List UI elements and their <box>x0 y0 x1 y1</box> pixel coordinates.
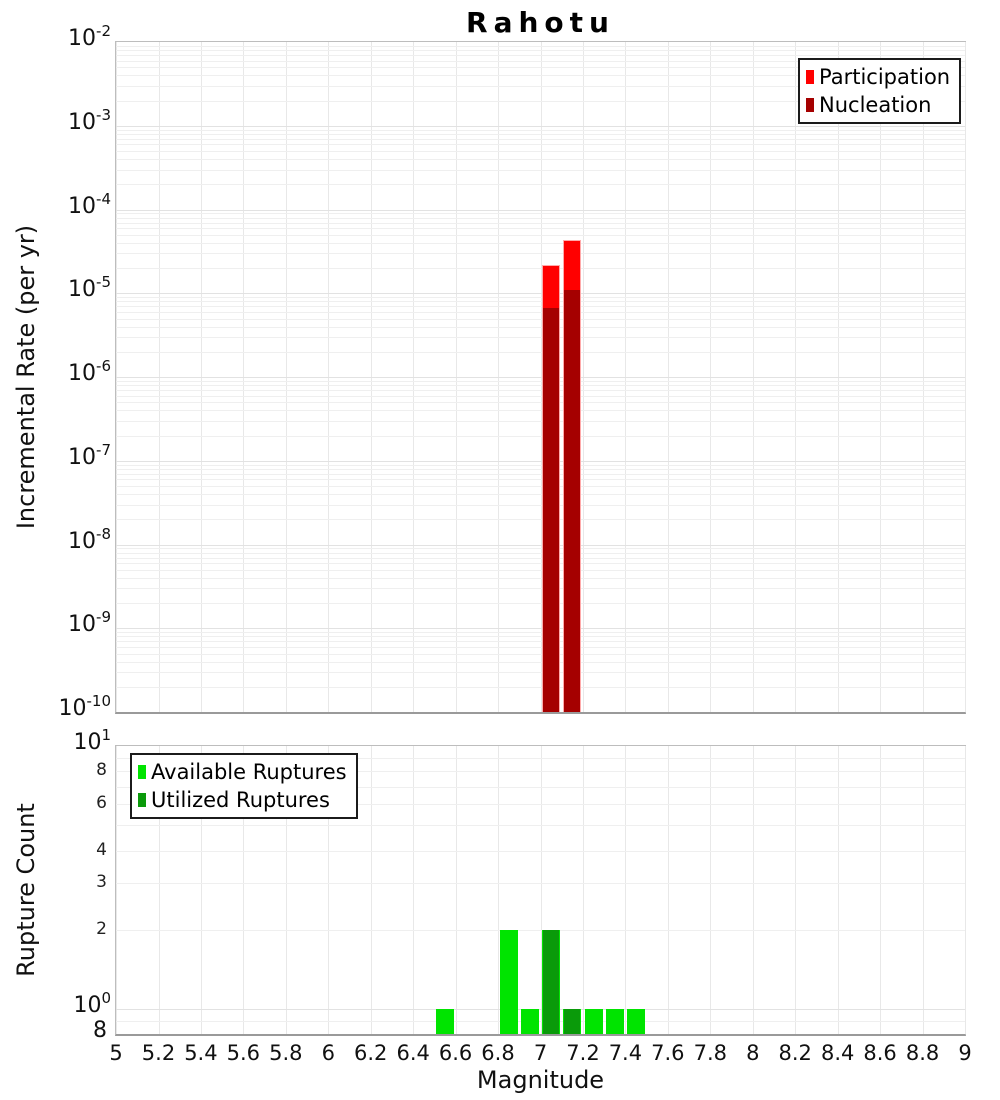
x-tick-label: 6.8 <box>481 1041 515 1065</box>
gridline-vertical <box>625 746 626 1034</box>
gridline-minor <box>116 139 965 140</box>
gridline-minor <box>116 213 965 214</box>
gridline-vertical <box>456 746 457 1034</box>
gridline-minor <box>116 465 965 466</box>
rate-y-axis-label: Incremental Rate (per yr) <box>12 224 40 530</box>
gridline-minor <box>116 327 965 328</box>
y-tick-label: $10^{-2}$ <box>68 22 111 51</box>
available-ruptures-bar <box>436 1009 454 1034</box>
x-tick-label: 5 <box>109 1041 123 1065</box>
utilized-ruptures-bar <box>543 930 559 1035</box>
gridline-minor <box>116 687 965 688</box>
y-tick-label: $10^{-3}$ <box>68 105 111 135</box>
chart-title: Rahotu <box>466 6 615 39</box>
gridline-vertical <box>965 746 966 1034</box>
gridline-minor <box>116 228 965 229</box>
gridline-minor <box>116 486 965 487</box>
gridline-minor <box>116 632 965 633</box>
utilized-ruptures-swatch-icon <box>138 793 146 807</box>
gridline-major <box>116 461 965 462</box>
legend-label: Available Ruptures <box>151 759 347 784</box>
gridline-minor <box>116 337 965 338</box>
available-ruptures-bar <box>521 1009 539 1034</box>
x-tick-label: 7.8 <box>693 1041 727 1065</box>
gridline-vertical <box>710 746 711 1034</box>
nucleation-swatch-icon <box>806 98 814 112</box>
gridline-major <box>116 293 965 294</box>
gridline-minor <box>116 505 965 506</box>
legend-label: Utilized Ruptures <box>151 787 330 812</box>
gridline-minor <box>116 672 965 673</box>
count-y-axis-label: Rupture Count <box>12 803 40 977</box>
gridline-minor <box>116 144 965 145</box>
gridline-minor <box>116 253 965 254</box>
gridline-minor <box>116 55 965 56</box>
gridline-minor <box>116 319 965 320</box>
count-legend <box>130 753 358 819</box>
legend-entry <box>138 758 347 786</box>
y-tick-exponent: -9 <box>96 608 111 627</box>
gridline-minor <box>116 474 965 475</box>
gridline-major <box>116 377 965 378</box>
legend-label: Nucleation <box>819 92 932 117</box>
gridline-minor <box>116 636 965 637</box>
gridline-major <box>116 210 965 211</box>
gridline-minor <box>116 410 965 411</box>
gridline-minor <box>116 479 965 480</box>
gridline-vertical <box>413 746 414 1034</box>
y-tick-label: $10^{-8}$ <box>68 524 111 554</box>
x-tick-label: 7.4 <box>608 1041 643 1065</box>
y-tick-exponent: -2 <box>96 22 111 40</box>
y-tick-label: 8 <box>93 1018 107 1043</box>
gridline-minor <box>116 548 965 549</box>
y-tick-label: 3 <box>96 872 107 893</box>
gridline-minor <box>116 570 965 571</box>
gridline-minor <box>116 588 965 589</box>
legend-entry <box>806 91 950 119</box>
available-ruptures-bar <box>500 930 518 1035</box>
gridline-minor <box>116 50 965 51</box>
gridline-vertical <box>583 746 584 1034</box>
gridline-minor <box>116 578 965 579</box>
gridline-major <box>116 628 965 629</box>
x-tick-label: 5.2 <box>141 1041 176 1065</box>
x-axis-label: Magnitude <box>476 1066 605 1094</box>
gridline-minor <box>116 1021 965 1022</box>
y-tick-exponent: -5 <box>96 273 111 292</box>
y-tick-label: $10^{-10}$ <box>58 692 111 721</box>
x-tick-label: 5.8 <box>269 1041 303 1065</box>
y-tick-exponent: -7 <box>96 440 111 459</box>
gridline-minor <box>116 170 965 171</box>
y-tick-label: $10^1$ <box>73 726 111 755</box>
gridline-vertical <box>923 746 924 1034</box>
x-tick-label: 6 <box>321 1041 335 1065</box>
gridline-vertical <box>753 746 754 1034</box>
gridline-minor <box>116 469 965 470</box>
gridline-minor <box>116 268 965 269</box>
gridline-minor <box>116 436 965 437</box>
y-tick-exponent: -6 <box>96 357 111 375</box>
gridline-vertical <box>668 746 669 1034</box>
nucleation-bar <box>564 290 580 712</box>
gridline-minor <box>116 930 965 931</box>
y-tick-label: 8 <box>96 760 107 781</box>
y-tick-label: $10^{-6}$ <box>68 357 111 386</box>
y-tick-label: 2 <box>96 918 107 939</box>
legend-entry <box>138 786 347 814</box>
available-ruptures-bar <box>585 1009 603 1034</box>
gridline-major <box>116 126 965 127</box>
x-tick-label: 6.4 <box>396 1041 430 1065</box>
gridline-minor <box>116 603 965 604</box>
x-tick-label: 6.2 <box>353 1041 388 1065</box>
gridline-vertical <box>371 746 372 1034</box>
gridline-minor <box>116 883 965 884</box>
x-tick-label: 5.4 <box>184 1041 218 1065</box>
gridline-minor <box>116 218 965 219</box>
available-ruptures-bar <box>627 1009 645 1034</box>
gridline-minor <box>116 558 965 559</box>
gridline-minor <box>116 647 965 648</box>
x-tick-label: 8.6 <box>863 1041 897 1065</box>
x-tick-label: 8 <box>746 1041 760 1065</box>
gridline-vertical <box>795 746 796 1034</box>
y-tick-label: $10^{-7}$ <box>68 440 111 470</box>
available-ruptures-swatch-icon <box>138 765 146 779</box>
gridline-minor <box>116 134 965 135</box>
gridline-vertical <box>880 746 881 1034</box>
participation-swatch-icon <box>806 70 814 84</box>
gridline-minor <box>116 301 965 302</box>
gridline-minor <box>116 151 965 152</box>
y-tick-exponent: 1 <box>101 726 111 744</box>
gridline-minor <box>116 235 965 236</box>
y-tick-exponent: -3 <box>96 105 111 124</box>
gridline-vertical <box>116 746 117 1034</box>
rate-plot-area <box>115 41 966 714</box>
gridline-minor <box>116 159 965 160</box>
gridline-minor <box>116 352 965 353</box>
gridline-minor <box>116 553 965 554</box>
gridline-minor <box>116 390 965 391</box>
rate-legend <box>798 58 961 124</box>
gridline-minor <box>116 381 965 382</box>
gridline-major <box>116 1009 965 1010</box>
gridline-minor <box>116 223 965 224</box>
gridline-minor <box>116 654 965 655</box>
available-ruptures-bar <box>606 1009 624 1034</box>
y-tick-label: 6 <box>96 793 107 814</box>
gridline-minor <box>116 825 965 826</box>
y-tick-exponent: -8 <box>96 524 111 543</box>
gridline-minor <box>116 563 965 564</box>
x-tick-label: 7.6 <box>651 1041 685 1065</box>
x-tick-label: 8.4 <box>820 1041 855 1065</box>
gridline-minor <box>116 851 965 852</box>
legend-entry <box>806 63 950 91</box>
gridline-minor <box>116 184 965 185</box>
x-tick-label: 6.6 <box>438 1041 473 1065</box>
y-tick-label: $10^{-9}$ <box>68 608 111 638</box>
y-tick-label: $10^0$ <box>73 988 111 1018</box>
gridline-minor <box>116 396 965 397</box>
x-tick-label: 8.8 <box>905 1041 940 1065</box>
x-tick-label: 5.6 <box>226 1041 260 1065</box>
y-tick-exponent: -10 <box>86 692 111 710</box>
gridline-minor <box>116 494 965 495</box>
gridline-minor <box>116 641 965 642</box>
legend-label: Participation <box>819 64 951 89</box>
gridline-minor <box>116 385 965 386</box>
y-tick-label: 4 <box>96 839 107 860</box>
x-tick-label: 7.2 <box>566 1041 600 1065</box>
nucleation-bar <box>543 308 559 712</box>
gridline-minor <box>116 312 965 313</box>
gridline-minor <box>116 46 965 47</box>
gridline-minor <box>116 297 965 298</box>
gridline-minor <box>116 402 965 403</box>
gridline-minor <box>116 130 965 131</box>
y-tick-exponent: 0 <box>101 988 111 1007</box>
gridline-minor <box>116 421 965 422</box>
gridline-minor <box>116 662 965 663</box>
gridline-major <box>116 545 965 546</box>
y-tick-label: $10^{-5}$ <box>68 273 111 303</box>
gridline-minor <box>116 243 965 244</box>
x-tick-label: 8.2 <box>778 1041 812 1065</box>
gridline-vertical <box>965 42 966 712</box>
y-tick-label: $10^{-4}$ <box>68 189 111 219</box>
gridline-vertical <box>838 746 839 1034</box>
y-tick-exponent: -4 <box>96 189 111 208</box>
gridline-minor <box>116 306 965 307</box>
x-tick-label: 7 <box>533 1041 548 1065</box>
x-tick-label: 9 <box>958 1041 972 1065</box>
gridline-minor <box>116 519 965 520</box>
utilized-ruptures-bar <box>564 1009 580 1034</box>
